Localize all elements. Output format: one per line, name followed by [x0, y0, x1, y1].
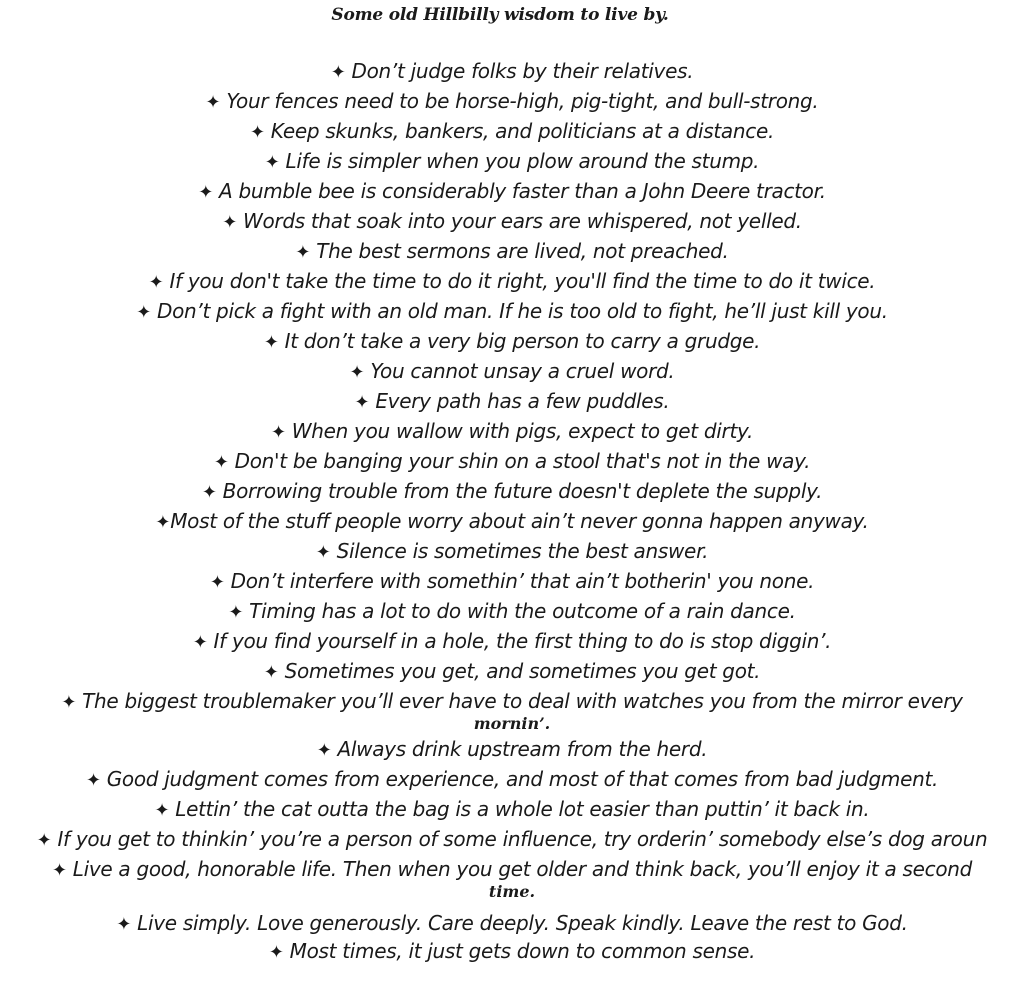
star-bullet-icon: ✦ — [316, 740, 332, 761]
star-bullet-icon: ✦ — [263, 332, 279, 353]
star-bullet-icon: ✦ — [61, 692, 77, 713]
saying-continuation: time. — [488, 882, 536, 901]
star-bullet-icon: ✦ — [222, 212, 237, 233]
saying-line — [0, 266, 1024, 298]
star-bullet-icon: ✦ — [148, 272, 164, 293]
saying-line — [0, 176, 1024, 208]
saying-text: Most of the stuff people worry about ain’t never gonna happen anyway. — [170, 509, 869, 533]
saying-line — [0, 506, 1024, 538]
star-bullet-icon: ✦ — [249, 122, 265, 143]
star-bullet-icon: ✦ — [330, 62, 346, 83]
star-bullet-icon: ✦ — [85, 770, 101, 791]
star-bullet-icon: ✦ — [349, 362, 365, 383]
saying-text: When you wallow with pigs, expect to get dirty. — [291, 419, 754, 443]
star-bullet-icon: ✦ — [136, 302, 151, 323]
saying-text: If you don't take the time to do it right, you'll find the time to do it twice. — [169, 269, 876, 293]
star-bullet-icon: ✦ — [192, 632, 208, 653]
star-bullet-icon: ✦ — [116, 914, 132, 935]
saying-line — [0, 824, 1024, 856]
saying-text: Live a good, honorable life. Then when you get older and think back, you’ll enjoy it a second — [72, 857, 973, 881]
saying-line — [0, 566, 1024, 598]
saying-line — [0, 56, 1024, 88]
star-bullet-icon: ✦ — [295, 242, 311, 263]
star-bullet-icon: ✦ — [209, 572, 225, 593]
saying-line — [0, 236, 1024, 268]
saying-text: Live simply. Love generously. Care deeply. Speak kindly. Leave the rest to God. — [137, 911, 908, 935]
star-bullet-icon: ✦ — [213, 452, 229, 473]
saying-text: It don’t take a very big person to carry a grudge. — [284, 329, 761, 353]
saying-text: Don’t judge folks by their relatives. — [351, 59, 694, 83]
saying-text: Most times, it just gets down to common sense. — [289, 939, 756, 963]
saying-line — [0, 386, 1024, 418]
saying-line — [0, 206, 1024, 238]
saying-text: Borrowing trouble from the future doesn't deplete the supply. — [222, 479, 823, 503]
star-bullet-icon: ✦ — [270, 422, 286, 443]
star-bullet-icon: ✦ — [198, 182, 214, 203]
saying-line — [0, 416, 1024, 448]
saying-text: If you get to thinkin’ you’re a person of some influence, try orderin’ somebody else’s dog aroun — [57, 827, 988, 851]
saying-line — [0, 86, 1024, 118]
saying-line — [0, 656, 1024, 688]
star-bullet-icon: ✦ — [201, 482, 217, 503]
star-bullet-icon: ✦ — [228, 602, 244, 623]
saying-text: You cannot unsay a cruel word. — [370, 359, 675, 383]
saying-continuation: mornin’. — [473, 714, 551, 733]
saying-line — [0, 356, 1024, 388]
page-title: Some old Hillbilly wisdom to live by. — [331, 5, 669, 25]
star-bullet-icon: ✦ — [268, 942, 284, 963]
star-bullet-icon: ✦ — [264, 152, 280, 173]
star-bullet-icon: ✦ — [51, 860, 67, 881]
star-bullet-icon: ✦ — [154, 800, 170, 821]
star-bullet-icon: ✦ — [205, 92, 221, 113]
saying-text: Every path has a few puddles. — [375, 389, 670, 413]
star-bullet-icon: ✦ — [263, 662, 279, 683]
saying-line — [0, 536, 1024, 568]
saying-text: Timing has a lot to do with the outcome of a rain dance. — [249, 599, 796, 623]
saying-line — [0, 626, 1024, 658]
saying-text: Words that soak into your ears are whispered, not yelled. — [242, 209, 802, 233]
saying-text: Don’t pick a fight with an old man. If he is too old to fight, he’ll just kill you. — [156, 299, 888, 323]
saying-text: Always drink upstream from the herd. — [337, 737, 708, 761]
star-bullet-icon: ✦ — [315, 542, 331, 563]
saying-text: Don't be banging your shin on a stool that's not in the way. — [234, 449, 811, 473]
saying-text: Sometimes you get, and sometimes you get got. — [284, 659, 761, 683]
saying-text: The biggest troublemaker you’ll ever have to deal with watches you from the mirror every — [82, 689, 963, 713]
star-bullet-icon: ✦ — [354, 392, 370, 413]
saying-line — [0, 446, 1024, 478]
saying-text: Life is simpler when you plow around the stump. — [285, 149, 760, 173]
saying-text: Don’t interfere with somethin’ that ain’t botherin' you none. — [230, 569, 815, 593]
saying-text: Good judgment comes from experience, and most of that comes from bad judgment. — [106, 767, 939, 791]
star-bullet-icon: ✦ — [155, 512, 171, 533]
saying-text: Your fences need to be horse-high, pig-tight, and bull-strong. — [226, 89, 819, 113]
saying-line — [0, 296, 1024, 328]
saying-text: If you find yourself in a hole, the first thing to do is stop diggin’. — [213, 629, 832, 653]
saying-text: Lettin’ the cat outta the bag is a whole lot easier than puttin’ it back in. — [175, 797, 870, 821]
saying-line — [0, 794, 1024, 826]
saying-line — [0, 146, 1024, 178]
saying-text: Silence is sometimes the best answer. — [336, 539, 709, 563]
saying-text: A bumble bee is considerably faster than a John Deere tractor. — [219, 179, 826, 203]
saying-line — [0, 596, 1024, 628]
saying-line — [0, 764, 1024, 796]
saying-line — [0, 936, 1024, 968]
saying-line — [0, 116, 1024, 148]
saying-text: Keep skunks, bankers, and politicians at a distance. — [270, 119, 775, 143]
saying-text: The best sermons are lived, not preached. — [316, 239, 729, 263]
star-bullet-icon: ✦ — [36, 830, 52, 851]
saying-line — [0, 326, 1024, 358]
saying-line — [0, 476, 1024, 508]
saying-line — [0, 734, 1024, 766]
